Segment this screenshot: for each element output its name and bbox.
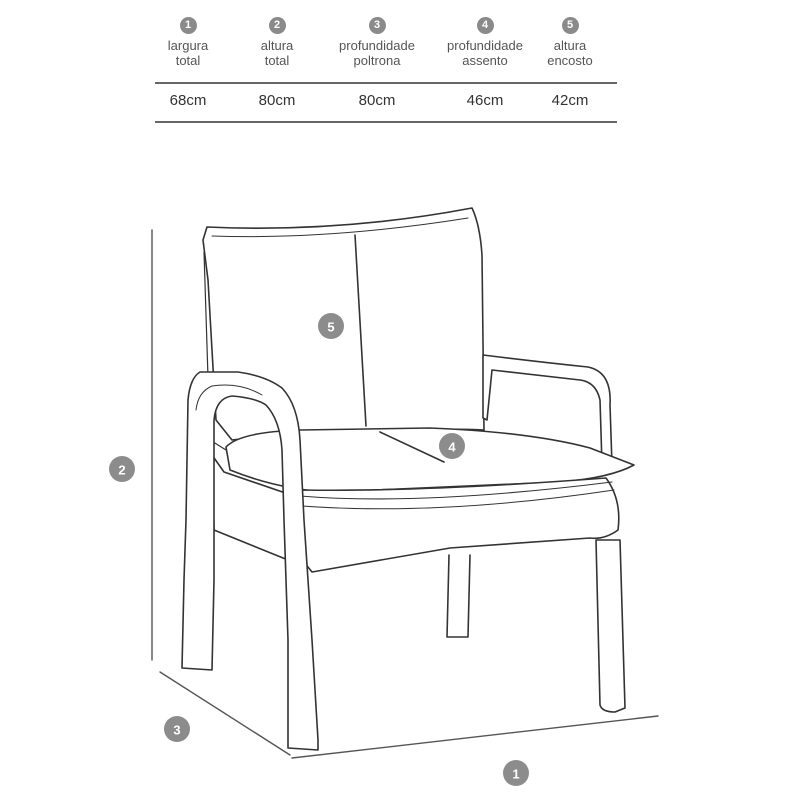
- marker-backrest-height: [318, 313, 344, 339]
- dimension-value: 80cm: [358, 92, 396, 109]
- height-marker-text: 2: [118, 462, 126, 478]
- width-guide-line: [292, 716, 658, 758]
- number-badge: 3: [369, 17, 386, 34]
- right-front-leg: [596, 540, 625, 712]
- number-badge: 4: [477, 17, 494, 34]
- dimension-value: 80cm: [258, 92, 296, 109]
- dimension-label: largura total: [167, 38, 209, 68]
- dimension-value: 42cm: [551, 92, 589, 109]
- dimension-label: profundidade poltrona: [339, 38, 415, 68]
- backrest-height-marker-text: 5: [327, 319, 335, 335]
- depth-marker-text: 3: [173, 722, 181, 738]
- number-badge: 5: [562, 17, 579, 34]
- dimension-label: altura total: [260, 38, 294, 68]
- dimension-value: 68cm: [169, 92, 207, 109]
- right-back-leg: [447, 555, 470, 637]
- dimension-label: altura encosto: [547, 38, 593, 68]
- dimension-label: profundidade assento: [447, 38, 523, 68]
- marker-width: [503, 760, 529, 786]
- depth-guide-line: [160, 672, 290, 755]
- width-marker-text: 1: [512, 766, 520, 782]
- number-badge: 2: [269, 17, 286, 34]
- marker-height: [109, 456, 135, 482]
- marker-seat-depth: [439, 433, 465, 459]
- seat-depth-marker-text: 4: [448, 439, 456, 455]
- dimension-value: 46cm: [466, 92, 504, 109]
- marker-depth: [164, 716, 190, 742]
- number-badge: 1: [180, 17, 197, 34]
